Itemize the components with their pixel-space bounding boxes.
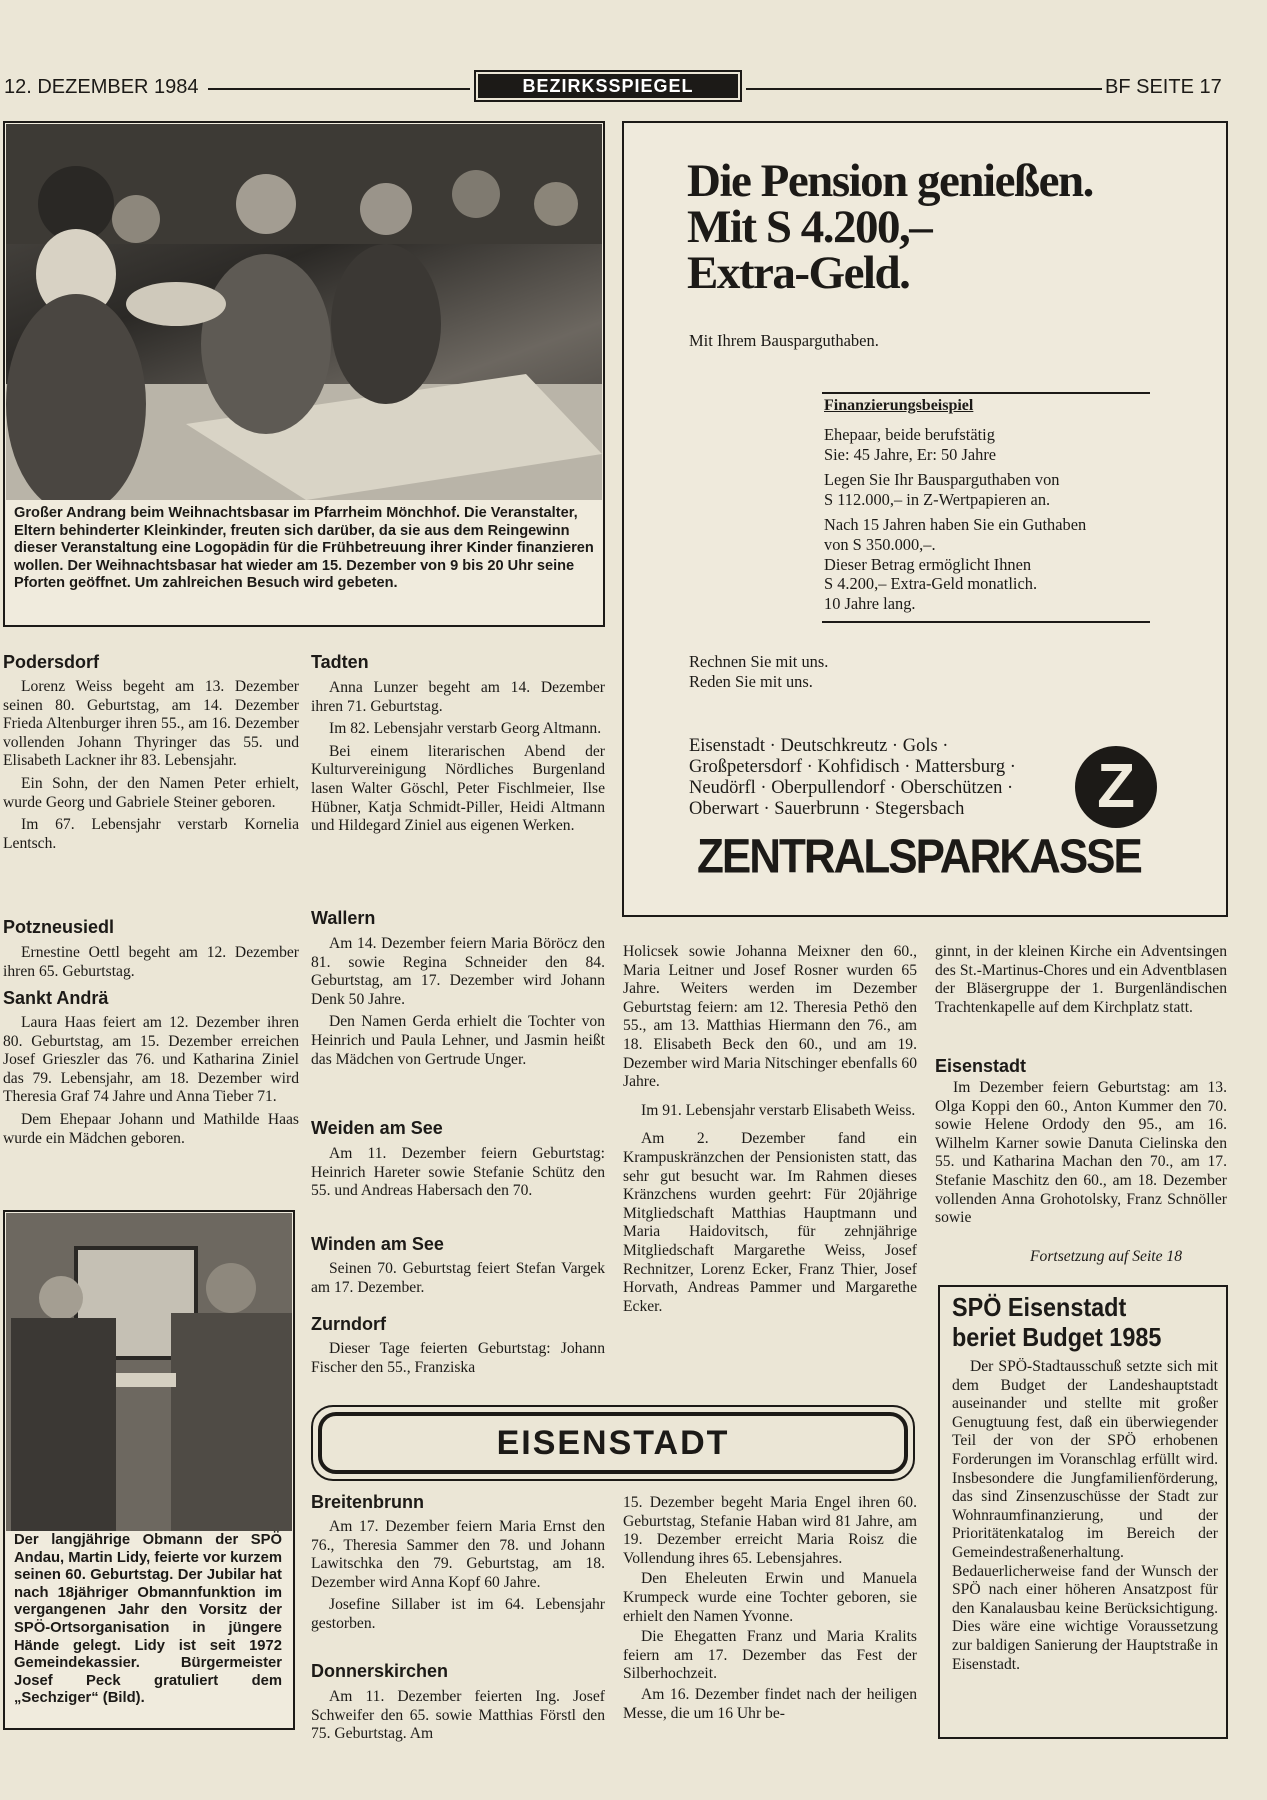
c1-p4: Ernestine Oettl begeht am 12. Dezember ihren 65. Geburtstag. (3, 944, 299, 980)
ecol2-block1 (623, 1494, 917, 1727)
col1-block1 (3, 678, 299, 857)
c1-p3: Im 67. Lebensjahr verstarb Kornelia Lentsch. (3, 816, 299, 852)
heading-wallern: Wallern (311, 908, 376, 928)
c1-p6: Dem Ehepaar Johann und Mathilde Haas wurde ein Mädchen geboren. (3, 1110, 299, 1147)
photo-lidy-gratulation (6, 1213, 292, 1531)
ad-towns (689, 736, 1016, 820)
c2-p6: Am 11. Dezember feiern Geburtstag: Heinrich Hareter sowie Stefanie Schütz den 55. und Andreas Habersach den 70. (311, 1145, 605, 1200)
ad-box-line-7: Dieser Betrag ermöglicht Ihnen (824, 554, 1032, 574)
ecol1-block2 (311, 1688, 605, 1748)
heading-sankt-andrae: Sankt Andrä (3, 988, 109, 1008)
c3-p1: Holicsek sowie Johanna Meixner den 60., Maria Leitner und Josef Rosner wurden 65 Jahre. Weiters werden im Dezember Geburtstag feiern: am 12. Theresia Pethö den 55., am 13. Matthias Hiermann den 76., am 18. Elisabeth Beck den 60., und am 19. Dezember wird Maria Nitschinger ebenfalls 60 Jahre. (623, 943, 918, 1091)
ad-towns-3: Neudörfl · Oberpullendorf · Oberschützen · (689, 778, 1014, 798)
header-rule-left (208, 88, 470, 90)
ad-box-line-8: S 4.200,– Extra-Geld monatlich. (824, 574, 1038, 594)
heading-zurndorf: Zurndorf (311, 1314, 386, 1334)
heading-winden-am-see: Winden am See (311, 1234, 444, 1254)
c3-p2: Im 91. Lebensjahr verstarb Elisabeth Weiss. (641, 1101, 916, 1119)
spo-title-2: beriet Budget 1985 (952, 1322, 1162, 1352)
c4-p1: ginnt, in der kleinen Kirche ein Adventsingen des St.-Martinus-Chores und ein Adventblasen der Bläsergruppe der 1. Burgenländischen Trachtenkapelle auf dem Kirchplatz statt. (935, 943, 1227, 1016)
col2-block4 (311, 1260, 605, 1301)
ad-box-line-1: Ehepaar, beide berufstätig (824, 425, 995, 444)
ad-reckon (689, 652, 828, 691)
ad-reckon-1: Rechnen Sie mit uns. (689, 652, 829, 671)
photo-weihnachtsbasar-scene (6, 124, 602, 500)
c1-p2: Ein Sohn, der den Namen Peter erhielt, wurde Georg und Gabriele Steiner geboren. (3, 774, 299, 811)
e2-p4: Am 16. Dezember findet nach der heiligen Messe, die um 16 Uhr be- (623, 1685, 917, 1722)
section-badge (474, 70, 742, 102)
ad-reckon-2: Reden Sie mit uns. (689, 671, 813, 691)
e1-p1: Am 17. Dezember feiern Maria Ernst den 76., Theresia Sammer den 78. und Johann Lawitschka den 79. Geburtstag, am 18. Dezember wird Anna Kopf 60 Jahre. (311, 1518, 605, 1591)
photo1-caption: Großer Andrang beim Weihnachtsbasar im Pfarrheim Mönchhof. Die Veranstalter, Eltern behinderter Kleinkinder, freuten sich darüber, da sie aus dem Reingewinn dieser Veranstaltung eine Logopädin für die Frühbetreuung ihrer Kinder finanzieren wollen. Der Weihnachtsbasar hat wieder am 15. Dezember von 9 bis 20 Uhr seine Pforten geöffnet. Um zahlreichen Besuch wird gebeten. (14, 505, 594, 592)
c2-p1: Anna Lunzer begeht am 14. Dezember ihren 71. Geburtstag. (311, 679, 605, 715)
header-page: BF SEITE 17 (1105, 76, 1222, 98)
col4-block1 (935, 943, 1227, 1021)
heading-breitenbrunn: Breitenbrunn (311, 1492, 425, 1512)
c4-p2: Im Dezember feiern Geburtstag: am 13. Olga Koppi den 60., Anton Kummer den 70. sowie Helene Ordody den 95., am 16. Wilhelm Karner sowie Danuta Cielinska den 55. und Katharina Machan den 70., am 17. Stefanie Maschitz den 60., am 18. Dezember vollenden Anna Grohotolsky, Franz Schnöller sowie (935, 1079, 1227, 1227)
eisenstadt-banner-title: EISENSTADT (496, 1424, 730, 1462)
ad-brand: ZENTRALSPARKASSE (697, 829, 1141, 884)
heading-potzneusiedl: Potzneusiedl (3, 917, 115, 937)
ad-towns-1: Eisenstadt · Deutschkreutz · Gols · (689, 736, 949, 756)
zentralsparkasse-logo-icon (1075, 746, 1157, 828)
ad-headline-1: Die Pension genießen. (687, 155, 1093, 207)
logo-letter: Z (1097, 752, 1135, 821)
ad-box-line-3: Legen Sie Ihr Bausparguthaben von (824, 470, 1060, 490)
ad-box-line-9: 10 Jahre lang. (824, 593, 916, 613)
c2-p5: Den Namen Gerda erhielt die Tochter von Heinrich und Paula Lehner, und Jasmin heißt das Mädchen von Gertrude Unger. (311, 1013, 605, 1068)
e2-p1: 15. Dezember begeht Maria Engel ihren 60. Geburtstag, Stefanie Haban wird 81 Jahre, am 19. Dezember erreicht Maria Roisz die Vollendung ihres 65. Lebensjahres. (623, 1494, 917, 1567)
photo2-caption: Der langjährige Obmann der SPÖ Andau, Martin Lidy, feierte vor kurzem seinen 60. Geburtstag. Der Jubilar hat nach 18jähriger Obmannfunktion im vergangenen Jahr den Vorsitz der SPÖ-Ortsorganisation in jüngere Hände gelegt. Lidy ist seit 1972 Gemeindekassier. Bürgermeister Josef Peck gratuliert dem „Sechziger“ (Bild). (14, 1532, 282, 1707)
heading-weiden-am-see: Weiden am See (311, 1118, 443, 1138)
ad-sub: Mit Ihrem Bausparguthaben. (689, 331, 879, 350)
ad-box-title: Finanzierungsbeispiel (824, 397, 974, 414)
c2-p2: Im 82. Lebensjahr verstarb Georg Altmann. (329, 720, 602, 738)
heading-eisenstadt: Eisenstadt (935, 1056, 1027, 1076)
c3-p3: Am 2. Dezember fand ein Krampuskränzchen der Pensionisten statt, das sehr gut besucht war. Im Rahmen dieses Kränzchens wurden geehrt: Für 20jährige Mitgliedschaft Matthias Hauptmann und Maria Haidovitsch, für zehnjährige Mitgliedschaft Margarethe Weiss, Josef Rechnitzer, Lorenz Ecker, Franz Thier, Josef Horvath, Andreas Pammer und Margarethe Ecker. (623, 1130, 917, 1315)
e2-p2: Den Eheleuten Erwin und Manuela Krumpeck wurde eine Tochter geboren, sie erhielt den Namen Yvonne. (623, 1570, 917, 1625)
ad-box-line-4: S 112.000,– in Z-Wertpapieren an. (824, 489, 1051, 509)
col2-block1 (311, 679, 605, 840)
spo-text-block (952, 1358, 1218, 1678)
heading-podersdorf: Podersdorf (3, 652, 100, 672)
photo-weihnachtsbasar (6, 124, 602, 500)
ad-box-line-6: von S 350.000,–. (824, 534, 936, 554)
c1-p1: Lorenz Weiss begeht am 13. Dezember seinen 80. Geburtstag, am 14. Dezember Frieda Altenburger ihren 55., am 16. Dezember vollenden Johann Thyringer das 55. und Elisabeth Lackner ihr 83. Lebensjahr. (3, 678, 299, 770)
ad-box-text (824, 425, 1164, 613)
col3-block1 (623, 943, 917, 1320)
heading-donnerskirchen: Donnerskirchen (311, 1661, 449, 1681)
continued-note: Fortsetzung auf Seite 18 (1030, 1248, 1183, 1265)
c2-p3: Bei einem literarischen Abend der Kulturvereinigung Nördliches Burgenland lasen Walter Göschl, Peter Fischlmeier, Ilse Hübner, Katja Schmidt-Piller, Heidi Altmann und Hildegard Ziniel aus eigenen Werken. (311, 742, 605, 835)
ad-towns-4: Oberwart · Sauerbrunn · Stegersbach (689, 799, 965, 819)
ad-box-line-2: Sie: 45 Jahre, Er: 50 Jahre (824, 444, 997, 464)
col2-block3 (311, 1145, 605, 1205)
col2-block5 (311, 1340, 605, 1381)
ad-box-rule-top (822, 392, 1150, 394)
c2-p7: Seinen 70. Geburtstag feiert Stefan Vargek am 17. Dezember. (311, 1260, 605, 1296)
col2-block2 (311, 935, 605, 1073)
photo-lidy-scene (6, 1213, 292, 1531)
c2-p4: Am 14. Dezember feiern Maria Böröcz den 81. sowie Regina Schneider den 84. Geburtstag, am 17. Dezember wird Johann Denk 50 Jahre. (311, 935, 605, 1008)
col4-block2 (935, 1079, 1227, 1232)
ad-box-rule-bottom (822, 621, 1150, 623)
ad-headline-3: Extra-Geld. (687, 247, 910, 299)
c1-p5: Laura Haas feiert am 12. Dezember ihren 80. Geburtstag, am 15. Dezember erreichen Josef Grieszler das 76. und Katharina Ziniel das 79. Lebensjahr, am 18. Dezember wird Theresia Graf 74 Jahre und Anna Tieber 71. (3, 1014, 299, 1106)
heading-tadten: Tadten (311, 652, 369, 672)
ad-headline-2: Mit S 4.200,– (687, 201, 932, 253)
section-title: BEZIRKSSPIEGEL (478, 74, 738, 98)
spo-title (952, 1292, 1161, 1352)
e1-p3: Am 11. Dezember feierten Ing. Josef Schweifer den 65. sowie Matthias Förstl den 75. Geburtstag. Am (311, 1688, 605, 1743)
header-rule-right (746, 88, 1102, 90)
spo-text: Der SPÖ-Stadtausschuß setzte sich mit dem Budget der Landeshauptstadt auseinander und stellte mit großer Genugtuung fest, daß ein überwiegender Teil der von der SPÖ erhobenen Forderungen im Voranschlag erfüllt wird. Insbesondere die Jungfamilienförderung, das sind Zinsenzuschüsse der Stadt zur Wohnraumfinanzierung, und der Prioritätenkatalog im Bereich der Gemeindestraßenerhaltung. Bedauerlicherweise fand der Wunsch der SPÖ nach einer höheren Ansatzpost für den Kanalausbau keine Berücksichtigung. Dies wäre eine wichtige Voraussetzung zur baldigen Sanierung der Hauptstraße in Eisenstadt. (952, 1358, 1218, 1673)
ad-headline (687, 155, 1207, 299)
ad-box-line-5: Nach 15 Jahren haben Sie ein Guthaben (824, 515, 1087, 535)
col1-block2 (3, 944, 299, 985)
c2-p8: Dieser Tage feierten Geburtstag: Johann Fischer den 55., Franziska (311, 1340, 605, 1376)
col1-block3 (3, 1014, 299, 1152)
e2-p3: Die Ehegatten Franz und Maria Kralits feiern am 17. Dezember das Fest der Silberhochzeit. (623, 1628, 917, 1683)
header-date: 12. DEZEMBER 1984 (4, 76, 199, 98)
ad-towns-2: Großpetersdorf · Kohfidisch · Mattersburg · (689, 757, 1016, 777)
e1-p2: Josefine Sillaber ist im 64. Lebensjahr gestorben. (311, 1596, 605, 1632)
spo-title-1: SPÖ Eisenstadt (952, 1292, 1127, 1322)
ecol1-block1 (311, 1518, 605, 1638)
eisenstadt-banner-inner (318, 1412, 908, 1474)
